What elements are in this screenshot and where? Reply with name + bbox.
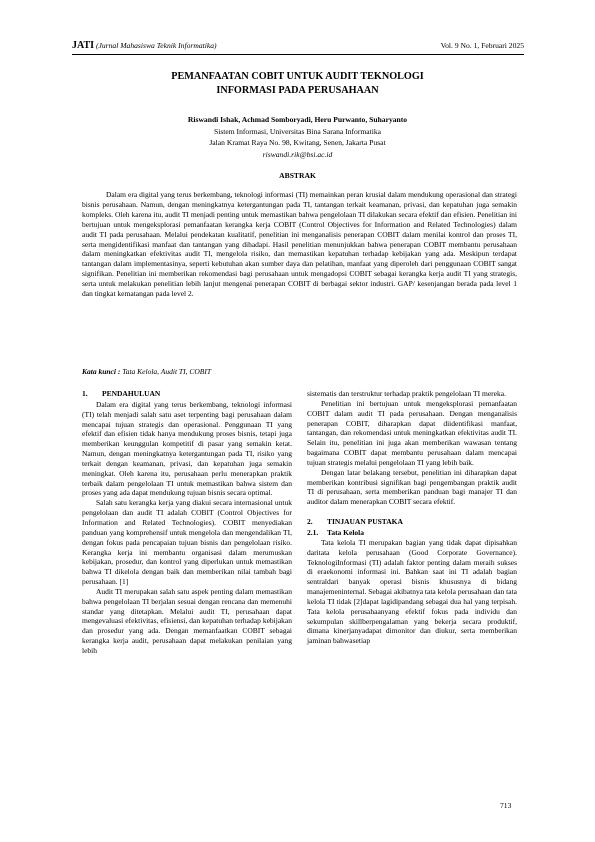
section-heading-1: [82, 389, 292, 399]
paragraph: Penelitian ini bertujuan untuk mengeksplorasi pemanfaatan COBIT dalam audit TI pada perusahaan. Dengan menganalisis penerapan COBIT, diharapkan dapat diidentifikasi manfaat, tantangan, dan rekomendasi untuk meningkatkan efektivitas audit TI. Selain itu, penelitian ini juga akan memberikan wawasan tentang bagaimana COBIT dapat membantu perusahaan dalam mencapai tujuan strategis melalui pengelolaan TI yang lebih baik.: [307, 398, 517, 467]
title-line-2: INFORMASI PADA PERUSAHAAN: [216, 85, 379, 96]
header-rule: [72, 54, 524, 55]
section-title: TINJAUAN PUSTAKA: [327, 517, 403, 527]
issue-info: Vol. 9 No. 1, Februari 2025: [440, 41, 524, 50]
title-line-1: PEMANFAATAN COBIT UNTUK AUDIT TEKNOLOGI: [171, 71, 424, 82]
subsection-number: 2.1.: [307, 527, 319, 537]
spacer: [307, 507, 517, 517]
paragraph: Tata kelola TI merupakan bagian yang tidak dapat dipisahkan daritata kelola perusahaan (Good Corporate Governance). TeknologiInformasi (TI) adalah faktor penting dalam meraih sukses di eraekonomi informasi ini. Bahkan saat ini TI adalah bagian sentraldari banyak operasi bisnis khususnya di bidang manajemeninternal. Sebagai akibatnya tata kelola perusahaan dan tata kelola TI tidak [2]dapat lagidipandang sebagai dua hal yang terpisah. Tata kelola perusahaanyang efektif fokus pada individu dan sekumpulan skillberpengalaman yang bekerja secara produktif, dimana kinerjanyadapat dimonitor dan diukur, serta memberikan jaminan bahwasetiap: [307, 537, 517, 646]
paragraph: Dalam era digital yang terus berkembang, teknologi informasi (TI) telah menjadi salah satu aset terpenting bagi perusahaan dalam mencapai tujuan strategis dan operasional. Penggunaan TI yang efektif dan efisien tidak hanya mendukung proses bisnis, tetapi juga memberikan keunggulan kompetitif di pasar yang semakin ketat. Namun, dengan meningkatnya ketergantungan pada TI, risiko yang terkait dengan keamanan, privasi, dan kepatuhan juga semakin meningkat. Oleh karena itu, perusahaan perlu menerapkan praktik terbaik dalam pengelolaan TI untuk memastikan bahwa sistem dan proses yang ada dapat mendukung tujuan bisnis secara optimal.: [82, 399, 292, 498]
section-heading-2: [307, 517, 517, 527]
subsection-heading-2-1: [307, 528, 517, 538]
journal-full-name: (Jurnal Mahasiswa Teknik Informatika): [95, 41, 217, 50]
page-number: 713: [500, 801, 512, 810]
author-email: riswandi.rik@bsi.ac.id: [262, 149, 333, 159]
author-address: Jalan Kramat Raya No. 98, Kwitang, Senen, Jakarta Pusat: [209, 138, 386, 147]
paragraph: Dengan latar belakang tersebut, penelitian ini diharapkan dapat memberikan kontribusi signifikan bagi pengembangan praktik audit TI di perusahaan, serta memberikan panduan bagi manajer TI dan auditor dalam menerapkan COBIT secara efektif.: [307, 467, 517, 507]
paragraph: Salah satu kerangka kerja yang diakui secara internasional untuk pengelolaan dan audit TI adalah COBIT (Control Objectives for Information and Related Technologies). COBIT menyediakan panduan yang komprehensif untuk mengelola dan mengendalikan TI, dengan fokus pada pencapaian tujuan bisnis dan pengelolaan risiko. Kerangka kerja ini membantu organisasi dalam merumuskan kebijakan, prosedur, dan kontrol yang diperlukan untuk memastikan bahwa TI dikelola dengan baik dan memberikan nilai tambah bagi perusahaan. [1]: [82, 498, 292, 587]
journal-short-name: JATI: [72, 40, 95, 51]
running-header: [72, 40, 524, 51]
section-number: 1.: [82, 389, 88, 398]
paragraph: Audit TI merupakan salah satu aspek penting dalam memastikan bahwa pengelolaan TI berjalan sesuai dengan rencana dan memenuhi standar yang ditetapkan. Melalui audit TI, perusahaan dapat mengevaluasi efektivitas, efisiensi, dan kepatuhan terhadap kebijakan dan prosedur yang ada. Dengan memanfaatkan COBIT sebagai kerangka kerja audit, perusahaan dapat melakukan penilaian yang lebih: [82, 586, 292, 655]
right-column: [307, 389, 517, 646]
author-names: Riswandi Ishak, Achmad Somboryadi, Heru Purwanto, Suharyanto: [187, 115, 408, 124]
left-column: [82, 389, 292, 656]
paragraph: sistematis dan terstruktur terhadap praktik pengelolaan TI mereka.: [307, 389, 506, 398]
paper-title: [100, 70, 495, 98]
keywords-label: Kata kunci :: [82, 367, 121, 376]
author-department: Sistem Informasi, Universitas Bina Sarana Informatika: [213, 126, 382, 136]
journal-name: [72, 40, 217, 51]
abstract-heading: ABSTRAK: [279, 171, 316, 180]
section-title: PENDAHULUAN: [102, 389, 161, 398]
section-number: 2.: [307, 517, 313, 527]
abstract-text: Dalam era digital yang terus berkembang, teknologi informasi (TI) memainkan peran krusial dalam mendukung operasional dan strategi bisnis perusahaan. Namun, dengan meningkatnya ketergantungan pada TI, tantangan terkait keamanan, privasi, dan kepatuhan juga semakin kompleks. Oleh karena itu, audit TI menjadi penting untuk memastikan bahwa pengelolaan TI dilakukan secara efektif dan efisien. Penelitian ini bertujuan untuk mengeksplorasi pemanfaatan kerangka kerja COBIT (Control Objectives for Information and Related Technologies) dalam audit TI pada perusahaan. Melalui pendekatan kualitatif, penelitian ini menganalisis penerapan COBIT dalam menilai kontrol dan proses TI, serta mengidentifikasi manfaat dan tantangan yang dihadapi. Hasil penelitian menunjukkan bahwa penerapan COBIT membantu perusahaan dalam meningkatkan efektivitas audit TI, mengelola risiko, dan memastikan kepatuhan terhadap kebijakan yang ada. Meskipun terdapat tantangan dalam implementasinya, seperti kebutuhan akan sumber daya dan pelatihan, manfaat yang diperoleh dari penggunaan COBIT sangat signifikan. Penelitian ini memberikan rekomendasi bagi perusahaan untuk mengadopsi COBIT sebagai kerangka kerja audit TI yang strategis, serta untuk melakukan penelitian lebih lanjut mengenai penerapan COBIT di berbagai sektor industri. GAP/ kesenjangan berada pada level 1 dan tingkat kematangan pada level 2.: [82, 190, 517, 299]
keywords: [82, 367, 517, 376]
keywords-text: Tata Kelola, Audit TI, COBIT: [122, 367, 211, 376]
subsection-title: Tata Kelola: [327, 527, 365, 537]
author-block: [100, 114, 495, 160]
